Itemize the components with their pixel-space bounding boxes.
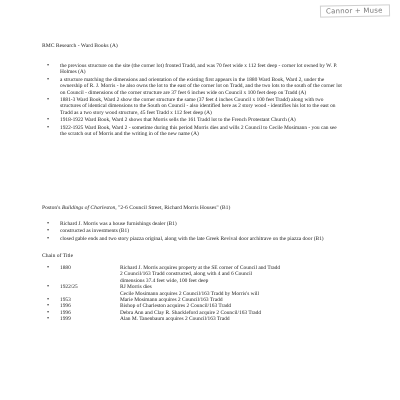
book-title: Buildings of Charleston — [61, 205, 116, 211]
chain-year: 1953 — [60, 297, 71, 304]
bullet — [42, 316, 60, 322]
chain-text: Alan M. Tanenbaum acquires 2 Council/163 Tradd — [120, 316, 230, 323]
chain-row — [42, 316, 362, 322]
chain-year: 1996 — [60, 309, 71, 316]
list-item: • Richard J. Morris was a house furnishings dealer (B1) — [42, 221, 342, 227]
chain-year: 1999 — [60, 316, 71, 323]
chain-text: Debra Ann and Clay R. Shackleford acquire 2 Council/163 Tradd — [120, 309, 262, 316]
rmc-bullet-list — [42, 63, 342, 138]
chain-year: 1922/25 — [60, 284, 78, 291]
heading-suffix: , "2-6 Council Street, Richard Morris Houses" (B1) — [115, 205, 231, 211]
list-item: • 1922-1925 Ward Book, Ward 2 - sometime during this period Morris dies and wills 2 Council to Cecile Mosimann - you can see the scratch out of Morris and the writing in of the new name (A) — [42, 125, 342, 138]
list-item: • 1881-3 Ward Book, Ward 2 show the corner structure the same (37 feet 4 inches Council x 100 feet Tradd) along with two structures of identical dimensions to the South on Council - also identified here as 2 story wood - identifies his lot to the east on Tradd as a two story wood structure, 45 feet Tradd x 112 feet deep (A) — [42, 97, 342, 116]
chain-of-title-list — [42, 265, 362, 323]
list-item: • constructed as investments (B1) — [42, 228, 342, 234]
list-item: • the previous structure on the site (the corner lot) fronted Tradd, and was 70 feet wide x 112 feet deep - corner lot owned by W. P. Holmes (A) — [42, 63, 342, 76]
chain-text: Marie Mosimann acquires 2 Council/163 Tradd — [120, 297, 223, 304]
chain-text: Cecile Mosimann acquires 2 Council/163 Tradd by Morris's will — [120, 290, 260, 297]
handwritten-note: Cannor + Muse — [320, 4, 390, 17]
chain-text: 2 Council/163 Tradd constructed, along with 4 and 6 Council — [120, 271, 253, 278]
section-heading-chain: Chain of Title — [42, 253, 74, 259]
chain-text: Richard J. Morris acquires property at the SE corner of Council and Tradd — [120, 265, 281, 271]
section-heading-rmc: RMC Research - Ward Books (A) — [42, 43, 118, 49]
poston-bullet-list — [42, 221, 342, 243]
chain-text: RJ Morris dies — [120, 284, 152, 291]
chain-text: Bishop of Charleston acquires 2 Council/163 Tradd — [120, 303, 232, 310]
list-item: • 1918-1922 Ward Book, Ward 2 shows that Morris sells the 161 Tradd lot to the French Protestant Church (A) — [42, 117, 342, 123]
chain-text: dimensions 37.4 feet wide, 100 feet deep — [120, 277, 209, 284]
list-item: • a structure matching the dimensions and orientation of the existing first appears in the 1880 Ward Book, Ward 2, under the ownership of R. J. Morris - he also owns the lot to the east of the corner lot on Tradd, and the two lots to the south of the corner lot on Council - dimensions of the corner structure are 37 feet 6 inches wide on Council x 100 feet deep on Tradd (A) — [42, 77, 342, 96]
list-item: • closed gable ends and two story piazza original, along with the late Greek Revival door architrave on the piazza door (B1) — [42, 236, 342, 242]
heading-prefix: Poston's — [42, 205, 62, 211]
chain-year: 1996 — [60, 303, 71, 310]
chain-year: 1880 — [60, 265, 71, 271]
section-heading-poston — [42, 205, 230, 212]
